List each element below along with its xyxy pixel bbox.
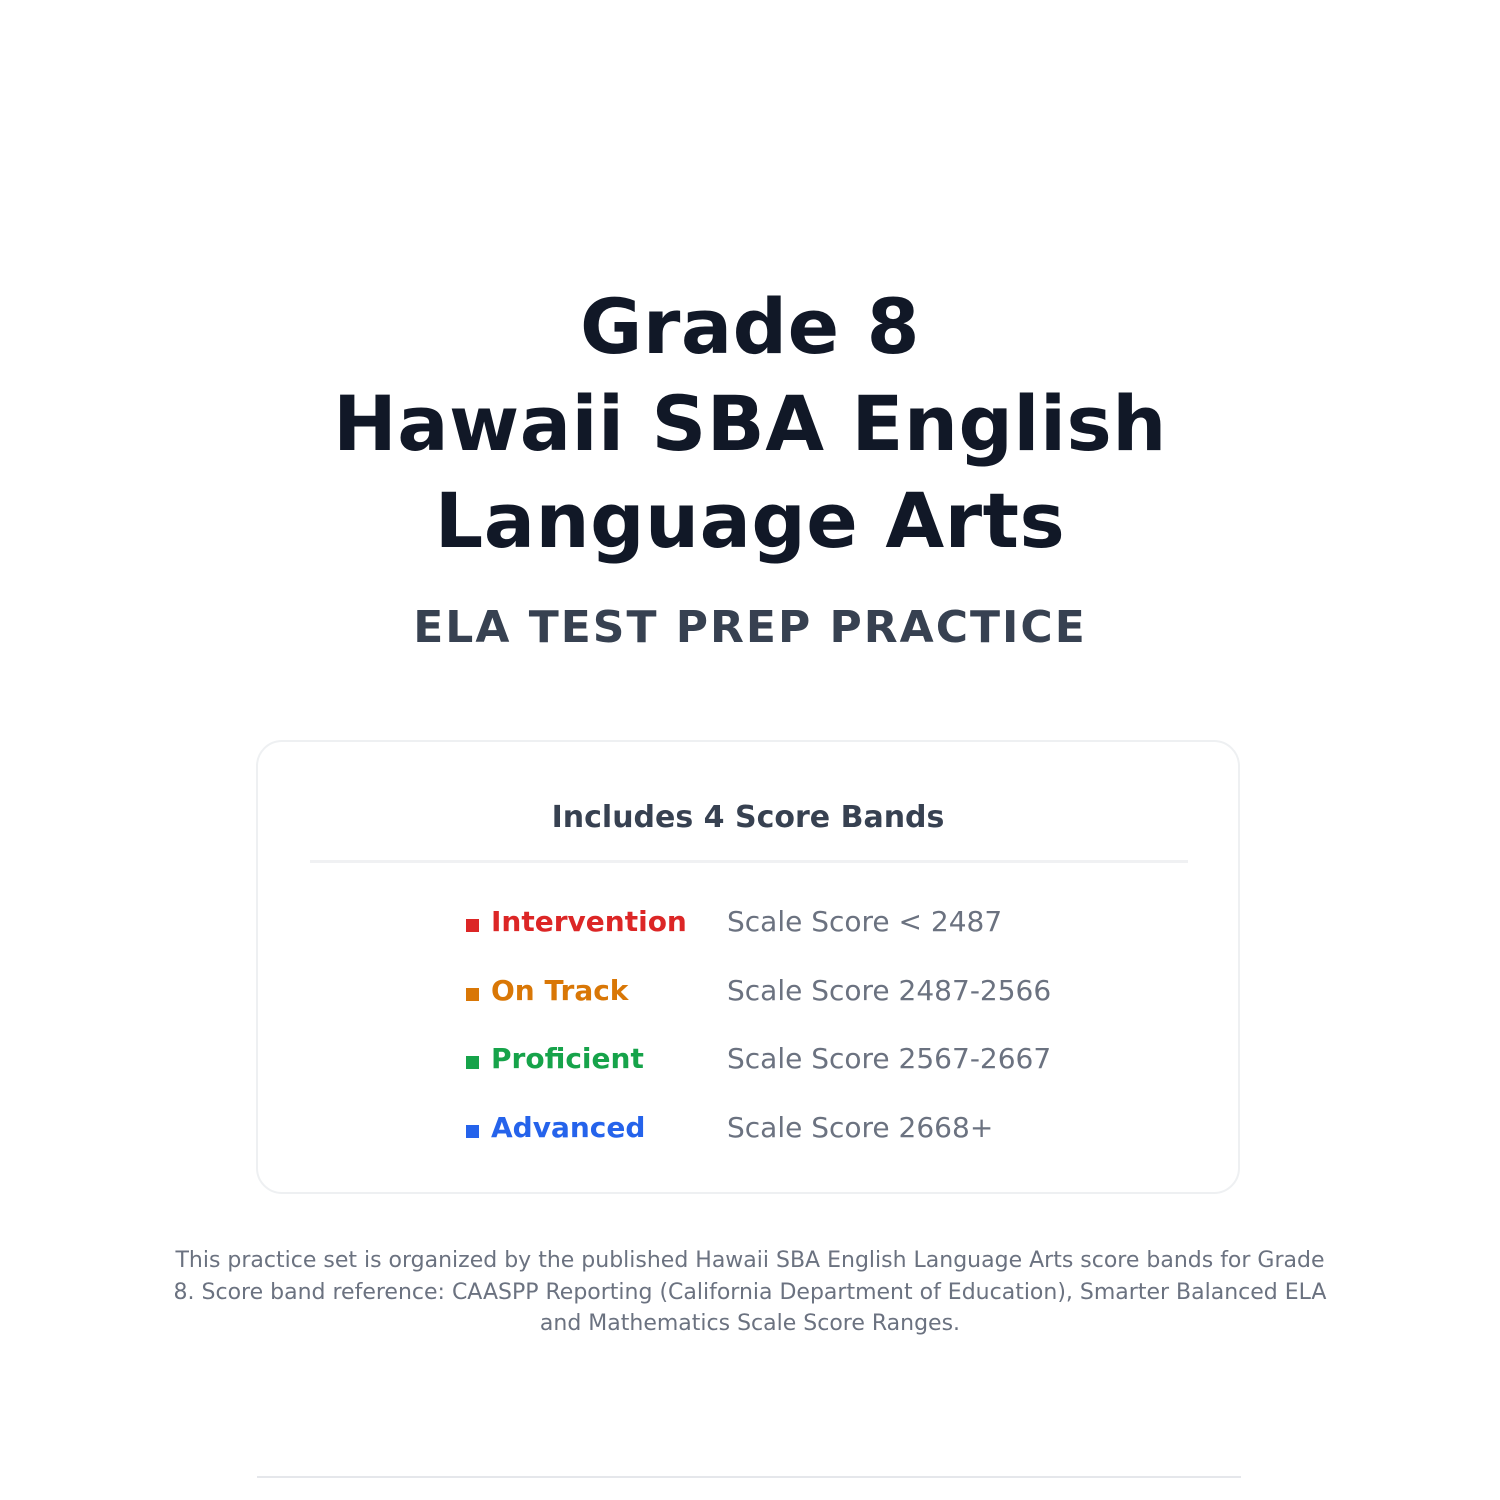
- bottom-divider: [257, 1476, 1241, 1478]
- band-score-range: Scale Score < 2487: [727, 905, 1003, 938]
- square-marker-icon: [466, 988, 479, 1001]
- card-title: Includes 4 Score Bands: [551, 800, 945, 835]
- score-bands-card: [256, 740, 1240, 1194]
- band-score-range: Scale Score 2567-2667: [727, 1042, 1052, 1075]
- title-line-test: Hawaii SBA English: [333, 379, 1167, 468]
- source-footnote: This practice set is organized by the published Hawaii SBA English Language Arts score bands for Grade 8. Score band reference: CAASPP Reporting (California Department of Education), Smarter Balanced ELA and Mathematics Scale Score Ranges.: [173, 1248, 1327, 1336]
- card-divider: [310, 860, 1188, 863]
- band-name: On Track: [491, 973, 629, 1007]
- page-subtitle: ELA TEST PREP PRACTICE: [413, 602, 1087, 653]
- score-band-advanced: [466, 1106, 1086, 1175]
- score-band-intervention: [466, 900, 1086, 969]
- band-name: Intervention: [491, 905, 687, 938]
- title-line-subject: Language Arts: [434, 476, 1066, 565]
- score-band-proficient: [466, 1037, 1086, 1106]
- square-marker-icon: [466, 919, 479, 932]
- score-band-on-track: [466, 969, 1086, 1038]
- square-marker-icon: [466, 1125, 479, 1138]
- band-score-range: Scale Score 2487-2566: [727, 973, 1052, 1007]
- band-score-range: Scale Score 2668+: [727, 1110, 994, 1144]
- page-title: [0, 278, 1500, 569]
- score-band-list: [466, 900, 1086, 1174]
- title-line-grade: Grade 8: [580, 282, 920, 371]
- band-name: Advanced: [491, 1110, 646, 1144]
- band-name: Proficient: [491, 1042, 644, 1075]
- square-marker-icon: [466, 1056, 479, 1069]
